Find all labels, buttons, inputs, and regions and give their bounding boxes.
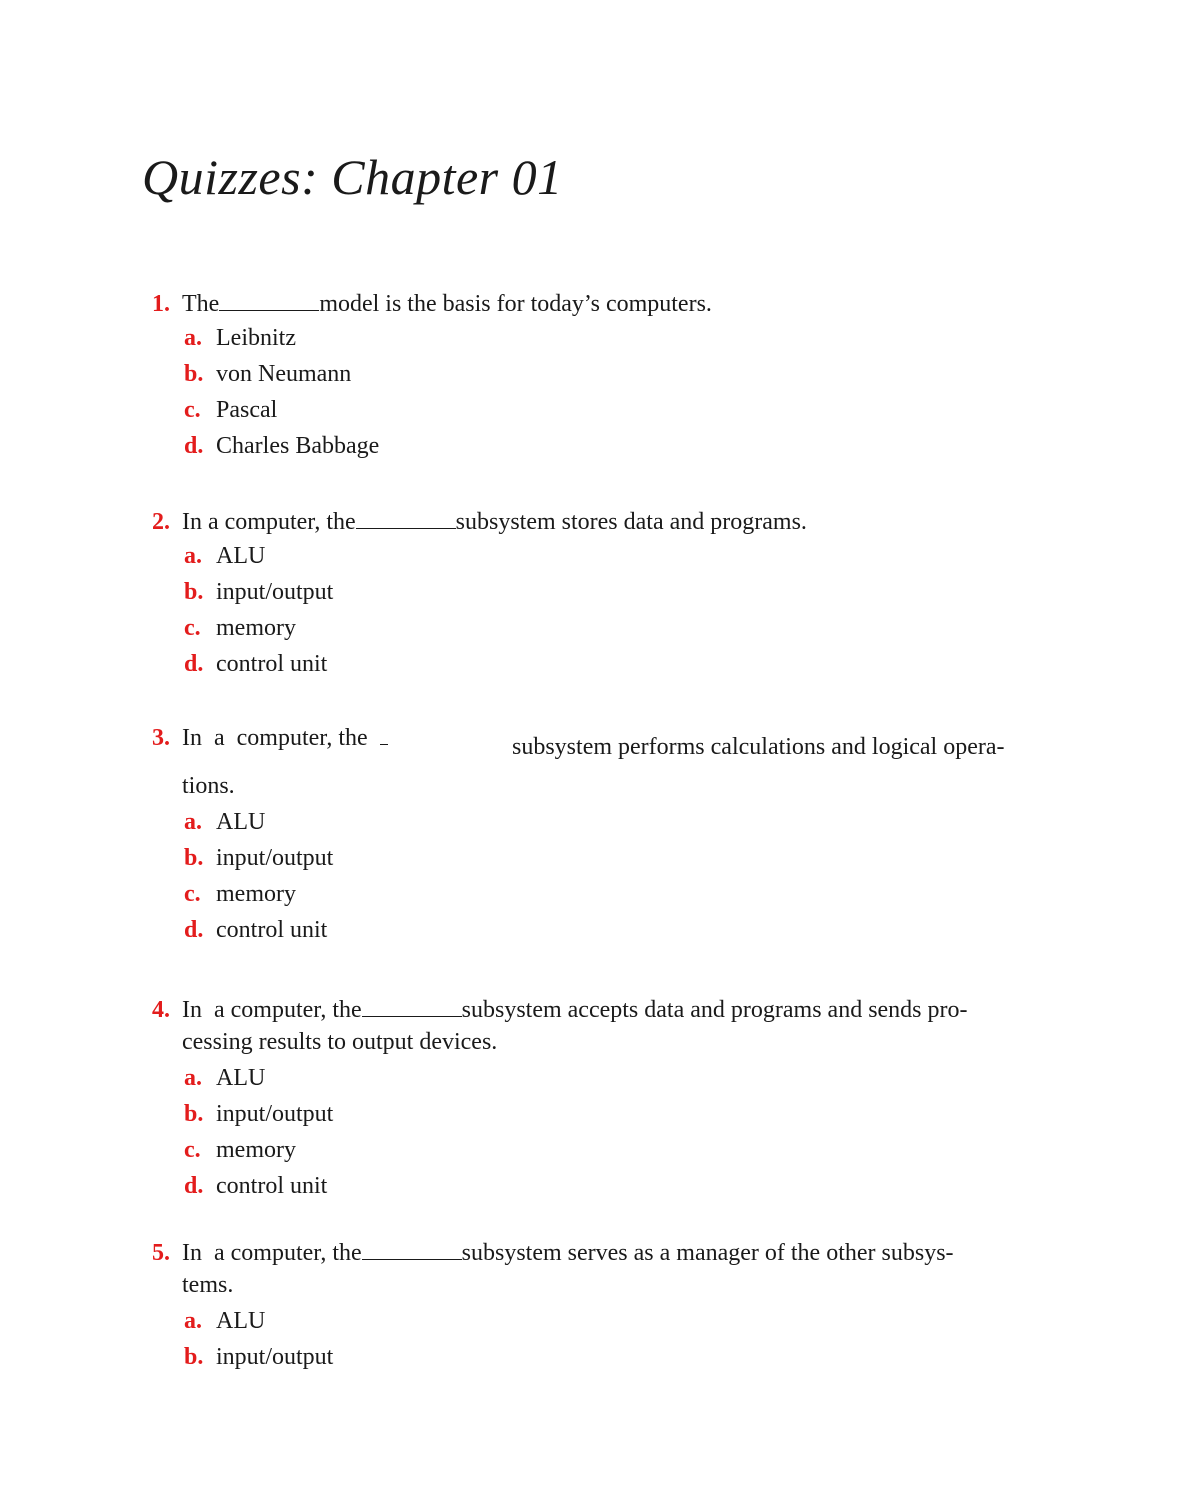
stem-after-blank: model is the basis for today’s computers. (319, 291, 712, 317)
option-text: control unit (216, 917, 328, 943)
option-letter: a. (184, 809, 202, 835)
page-title: Quizzes: Chapter 01 (142, 149, 563, 205)
option-letter: c. (184, 397, 201, 423)
question-number: 4. (152, 997, 170, 1023)
option-letter: c. (184, 615, 201, 641)
stem-before-blank: In a computer, the (182, 1240, 362, 1266)
option-letter: b. (184, 579, 204, 605)
option-c (152, 612, 807, 648)
stem-continuation: tems. (182, 1272, 234, 1298)
option-text: input/output (216, 1101, 334, 1127)
option-letter: b. (184, 1101, 204, 1127)
option-text: memory (216, 881, 296, 907)
option-d (152, 914, 388, 950)
option-text: Charles Babbage (216, 433, 380, 459)
question-number: 2. (152, 509, 170, 535)
option-a (152, 1062, 968, 1098)
option-d (152, 1170, 968, 1206)
answer-blank (362, 994, 462, 1017)
answer-blank (362, 1237, 462, 1260)
stem-after-blank: subsystem accepts data and programs and sends pro- (461, 997, 968, 1023)
option-text: ALU (216, 1308, 266, 1334)
option-text: memory (216, 1137, 296, 1163)
question-stem (152, 722, 1005, 770)
option-b (152, 842, 388, 878)
question-number: 5. (152, 1240, 170, 1266)
option-a (152, 1305, 954, 1341)
option-text: ALU (216, 543, 266, 569)
option-letter: d. (184, 917, 204, 943)
option-letter: d. (184, 1173, 204, 1199)
option-letter: c. (184, 1137, 201, 1163)
option-c (152, 394, 712, 430)
option-b (152, 358, 712, 394)
question-3 (152, 722, 1005, 950)
question-number: 1. (152, 291, 170, 317)
option-b (152, 576, 807, 612)
option-a (152, 322, 712, 358)
option-letter: a. (184, 543, 202, 569)
option-letter: d. (184, 433, 204, 459)
option-letter: b. (184, 1344, 204, 1370)
answer-blank (356, 506, 456, 529)
question-number: 3. (152, 725, 170, 751)
option-text: Pascal (216, 397, 278, 423)
answer-blank (380, 724, 388, 745)
option-text: memory (216, 615, 296, 641)
stem-after-blank: subsystem performs calculations and logical opera- (512, 734, 1005, 760)
option-b (152, 1098, 968, 1134)
question-5 (152, 1237, 954, 1377)
stem-before-blank: In a computer, the (182, 509, 356, 535)
option-c (152, 878, 388, 914)
stem-after-blank: subsystem serves as a manager of the other subsys- (461, 1240, 954, 1266)
answer-blank (219, 288, 319, 311)
option-letter: a. (184, 1065, 202, 1091)
option-text: von Neumann (216, 361, 352, 387)
option-c (152, 1134, 968, 1170)
option-letter: c. (184, 881, 201, 907)
option-d (152, 648, 807, 684)
option-letter: b. (184, 361, 204, 387)
option-text: input/output (216, 845, 334, 871)
question-4 (152, 994, 968, 1206)
question-stem (152, 506, 807, 540)
question-stem (152, 288, 712, 322)
question-2 (152, 506, 807, 684)
option-text: Leibnitz (216, 325, 296, 351)
option-d (152, 430, 712, 466)
option-letter: d. (184, 651, 204, 677)
question-stem (152, 1237, 954, 1269)
option-text: control unit (216, 1173, 328, 1199)
option-a (152, 540, 807, 576)
option-text: control unit (216, 651, 328, 677)
question-stem (152, 994, 968, 1026)
option-letter: b. (184, 845, 204, 871)
stem-continuation: cessing results to output devices. (182, 1029, 498, 1055)
stem-before-blank: In a computer, the (182, 997, 362, 1023)
question-1 (152, 288, 712, 466)
option-b (152, 1341, 954, 1377)
option-text: input/output (216, 579, 334, 605)
option-letter: a. (184, 1308, 202, 1334)
option-a (152, 806, 388, 842)
option-text: input/output (216, 1344, 334, 1370)
option-text: ALU (216, 809, 266, 835)
option-letter: a. (184, 325, 202, 351)
stem-after-blank: subsystem stores data and programs. (455, 509, 807, 535)
stem-before-blank: In a computer, the (182, 725, 368, 751)
stem-before-blank: The (182, 291, 220, 317)
option-text: ALU (216, 1065, 266, 1091)
stem-continuation: tions. (182, 773, 235, 799)
